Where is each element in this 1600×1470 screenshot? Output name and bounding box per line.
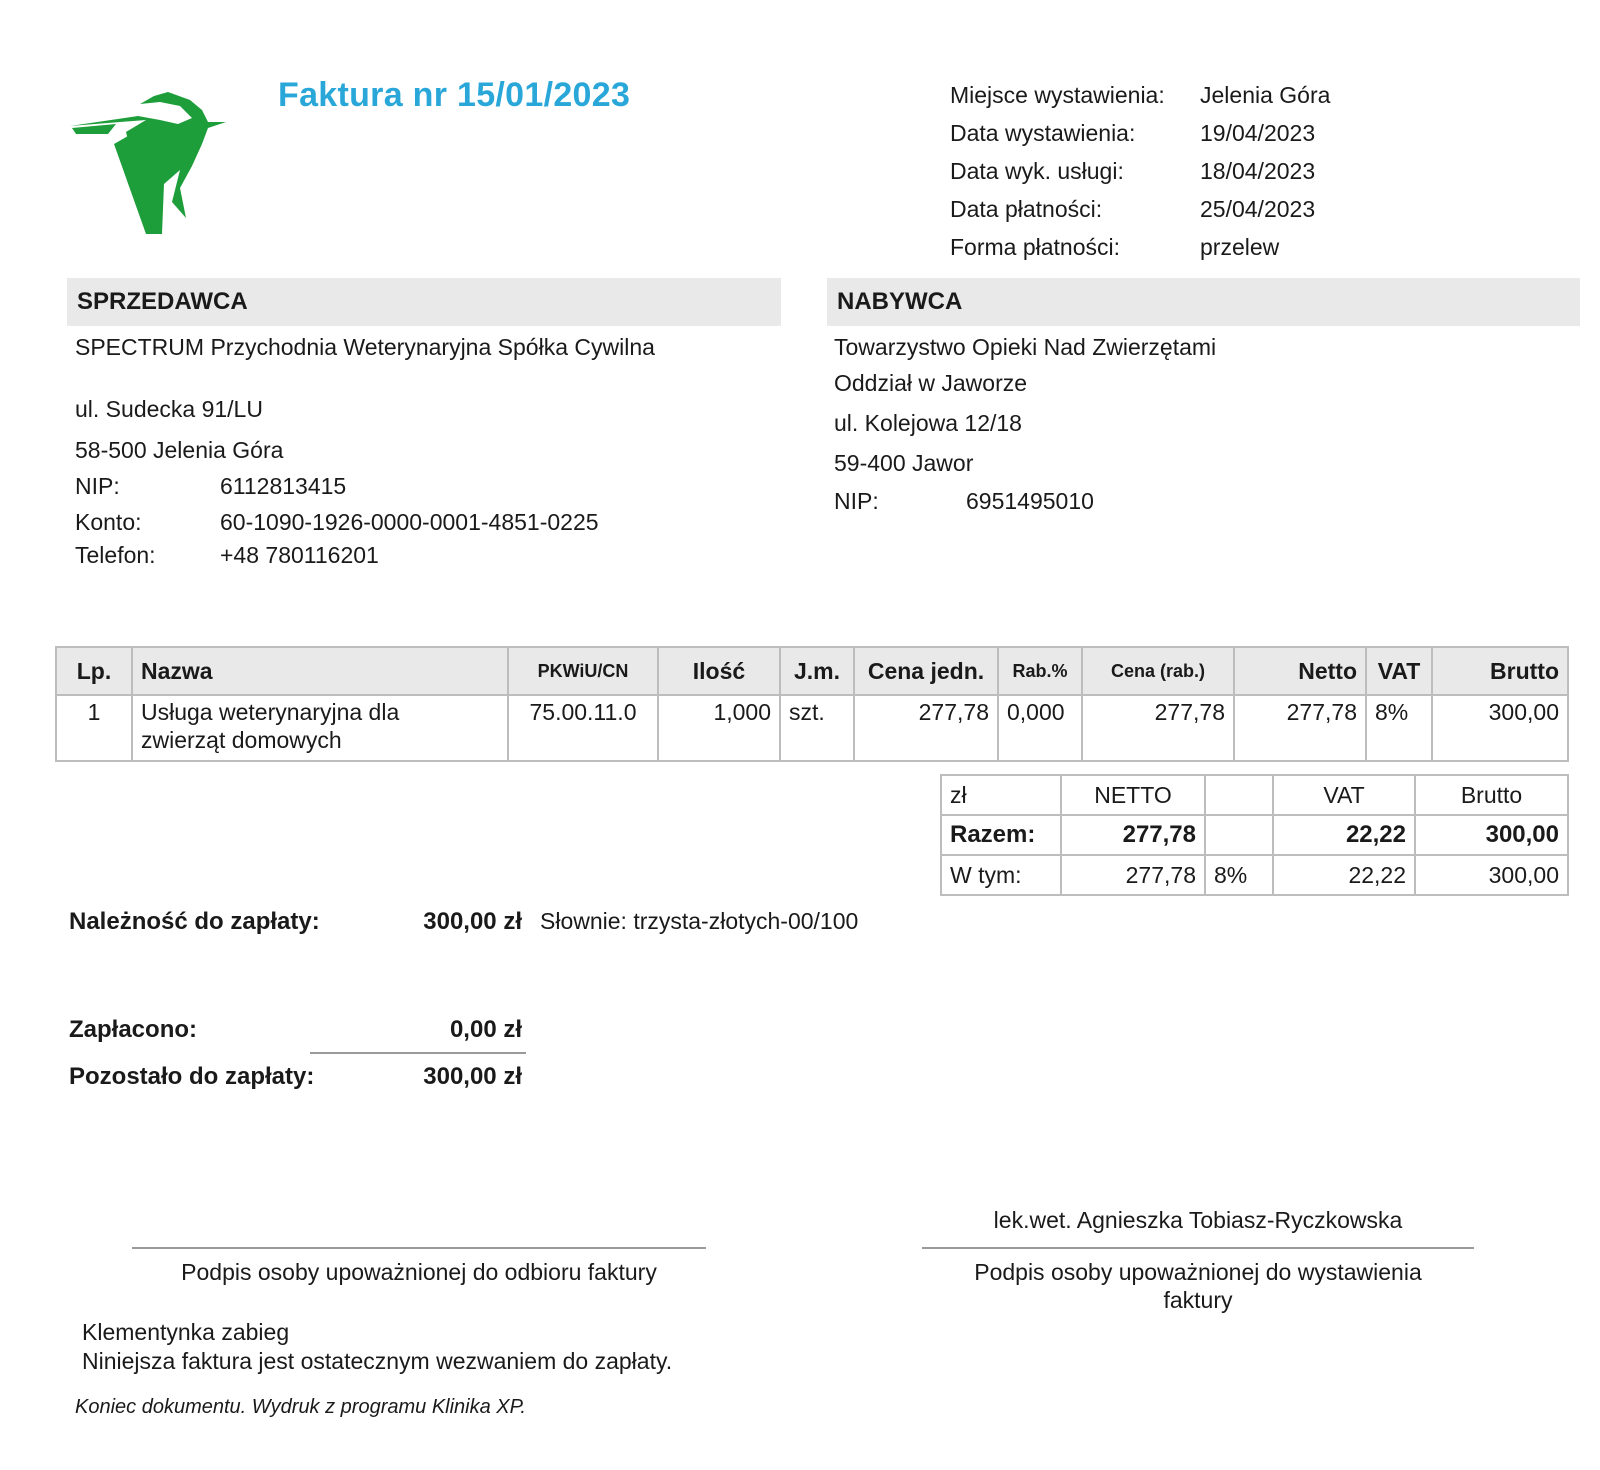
cell-pkwiu: 75.00.11.0 (508, 695, 658, 761)
cell-name (132, 695, 508, 761)
totals-sum-gross: 300,00 (1415, 815, 1568, 855)
totals-of-which-rate: 8% (1205, 855, 1273, 895)
buyer-city: 59-400 Jawor (834, 450, 974, 476)
col-header-unit: J.m. (780, 647, 854, 695)
table-row (56, 695, 1568, 761)
buyer-name-line1: Towarzystwo Opieki Nad Zwierzętami (834, 334, 1217, 360)
issuer-name: lek.wet. Agnieszka Tobiasz-Ryczkowska (993, 1207, 1403, 1233)
veterinary-logo-icon (68, 84, 238, 244)
meta-label: Forma płatności: (950, 234, 1121, 260)
items-header-row (56, 647, 1568, 695)
totals-sum-rate (1205, 815, 1273, 855)
totals-sum-net: 277,78 (1061, 815, 1205, 855)
meta-label: Data wystawienia: (950, 120, 1136, 146)
amount-due-label: Należność do zapłaty: (69, 908, 320, 935)
col-header-name: Nazwa (132, 647, 508, 695)
cell-name-line1: Usługa weterynaryjna dla (141, 699, 400, 725)
totals-header-gross: Brutto (1415, 775, 1568, 815)
totals-of-which-label: W tym: (941, 855, 1061, 895)
col-header-lp: Lp. (56, 647, 132, 695)
issuer-caption-line2: faktury (1163, 1287, 1233, 1313)
invoice-title: Faktura nr 15/01/2023 (278, 76, 631, 114)
totals-of-which-vat: 22,22 (1273, 855, 1415, 895)
remaining-label: Pozostało do zapłaty: (69, 1063, 315, 1090)
totals-sum-vat: 22,22 (1273, 815, 1415, 855)
col-header-net: Netto (1234, 647, 1366, 695)
receiver-signature-line (132, 1247, 706, 1249)
col-header-qty: Ilość (658, 647, 780, 695)
seller-nip-label: NIP: (75, 473, 120, 499)
meta-label: Data wyk. usługi: (950, 158, 1124, 184)
seller-account: 60-1090-1926-0000-0001-4851-0225 (220, 509, 599, 535)
buyer-name-line2: Oddział w Jaworze (834, 370, 1028, 396)
totals-sum-label: Razem: (941, 815, 1061, 855)
cell-name-line2: zwierząt domowych (141, 727, 342, 753)
meta-value: 25/04/2023 (1200, 196, 1316, 222)
seller-street: ul. Sudecka 91/LU (75, 396, 263, 422)
seller-account-label: Konto: (75, 509, 142, 535)
totals-header-net: NETTO (1061, 775, 1205, 815)
invoice-meta (950, 76, 1470, 266)
col-header-disc-price: Cena (rab.) (1082, 647, 1234, 695)
items-table (55, 646, 1569, 762)
col-header-vat: VAT (1366, 647, 1432, 695)
totals-sum-row (941, 815, 1568, 855)
cell-unit-price: 277,78 (854, 695, 998, 761)
totals-currency: zł (941, 775, 1061, 815)
meta-label: Miejsce wystawienia: (950, 82, 1165, 108)
paid-label: Zapłacono: (69, 1016, 198, 1043)
buyer-street: ul. Kolejowa 12/18 (834, 410, 1022, 436)
buyer-nip-label: NIP: (834, 488, 879, 514)
seller-name: SPECTRUM Przychodnia Weterynaryjna Spółka Cywilna (75, 334, 655, 360)
note-line2: Niniejsza faktura jest ostatecznym wezwaniem do zapłaty. (82, 1348, 673, 1374)
amount-in-words: Słownie: trzysta-złotych-00/100 (540, 908, 859, 934)
seller-heading: SPRZEDAWCA (67, 278, 781, 326)
receiver-signature-caption: Podpis osoby upoważnionej do odbioru faktury (181, 1259, 657, 1285)
seller-phone: +48 780116201 (220, 542, 379, 568)
cell-disc-price: 277,78 (1082, 695, 1234, 761)
totals-of-which-row (941, 855, 1568, 895)
issuer-caption-line1: Podpis osoby upoważnionej do wystawienia (974, 1259, 1422, 1285)
amount-due-value: 300,00 zł (423, 908, 522, 935)
end-of-document: Koniec dokumentu. Wydruk z programu Klinika XP. (75, 1396, 526, 1418)
buyer-nip: 6951495010 (966, 488, 1094, 514)
col-header-gross: Brutto (1432, 647, 1568, 695)
cell-lp: 1 (56, 695, 132, 761)
col-header-pkwiu: PKWiU/CN (508, 647, 658, 695)
meta-row-payment-date (950, 190, 1470, 228)
meta-row-place (950, 76, 1470, 114)
cell-unit: szt. (780, 695, 854, 761)
cell-net: 277,78 (1234, 695, 1366, 761)
remaining-value: 300,00 zł (423, 1063, 522, 1090)
meta-value: Jelenia Góra (1200, 82, 1331, 108)
totals-header-row (941, 775, 1568, 815)
issuer-signature-line (922, 1247, 1474, 1249)
meta-value: 19/04/2023 (1200, 120, 1316, 146)
totals-of-which-gross: 300,00 (1415, 855, 1568, 895)
col-header-discount: Rab.% (998, 647, 1082, 695)
col-header-unit-price: Cena jedn. (854, 647, 998, 695)
note-line1: Klementynka zabieg (82, 1319, 290, 1345)
meta-row-issue-date (950, 114, 1470, 152)
cell-qty: 1,000 (658, 695, 780, 761)
seller-nip: 6112813415 (220, 473, 347, 499)
paid-value: 0,00 zł (449, 1016, 522, 1043)
meta-value: przelew (1200, 234, 1280, 260)
seller-phone-label: Telefon: (75, 542, 156, 568)
buyer-heading: NABYWCA (827, 278, 1580, 326)
cell-gross: 300,00 (1432, 695, 1568, 761)
paid-divider (310, 1052, 526, 1054)
meta-label: Data płatności: (950, 196, 1103, 222)
meta-row-service-date (950, 152, 1470, 190)
cell-discount: 0,000 (998, 695, 1082, 761)
totals-header-vat: VAT (1273, 775, 1415, 815)
seller-city: 58-500 Jelenia Góra (75, 437, 284, 463)
invoice-notes (82, 1318, 672, 1376)
totals-of-which-net: 277,78 (1061, 855, 1205, 895)
issuer-signature-caption (922, 1258, 1474, 1314)
cell-vat: 8% (1366, 695, 1432, 761)
totals-table (940, 774, 1569, 896)
meta-row-payment-method (950, 228, 1470, 266)
meta-value: 18/04/2023 (1200, 158, 1316, 184)
totals-header-rate (1205, 775, 1273, 815)
